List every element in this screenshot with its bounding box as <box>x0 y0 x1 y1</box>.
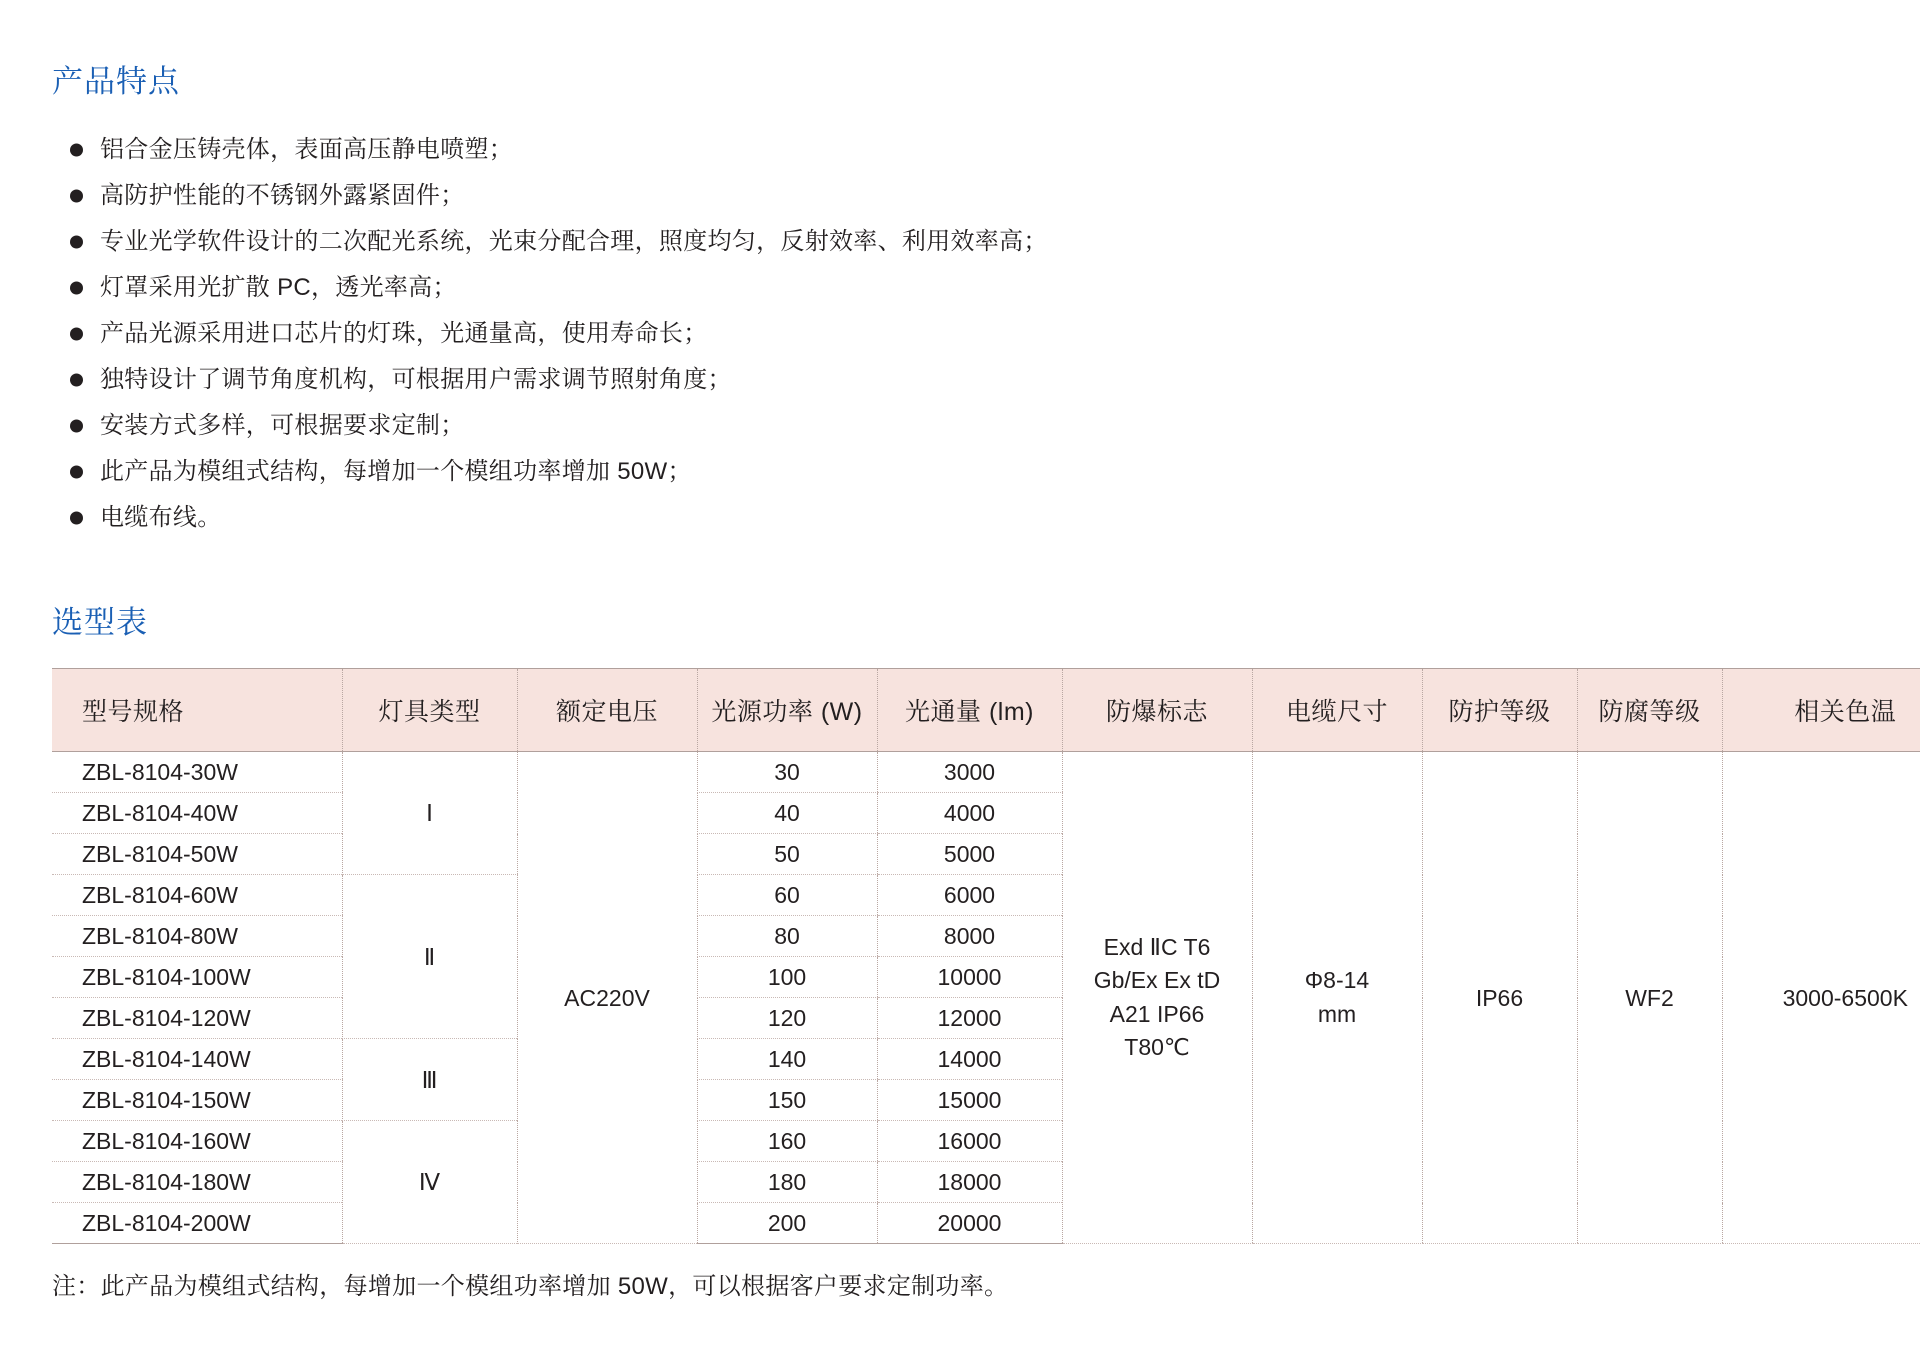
bullet-icon <box>70 512 83 525</box>
cell-model: ZBL-8104-30W <box>52 752 342 793</box>
cell-power: 40 <box>697 793 877 834</box>
cell-power: 180 <box>697 1162 877 1203</box>
cell-voltage: AC220V <box>517 752 697 1244</box>
cell-flux: 12000 <box>877 998 1062 1039</box>
list-item <box>60 495 1868 541</box>
feature-text: 此产品为模组式结构，每增加一个模组功率增加 50W； <box>100 458 692 485</box>
list-item <box>60 127 1868 173</box>
cell-power: 200 <box>697 1203 877 1244</box>
cell-flux: 14000 <box>877 1039 1062 1080</box>
bullet-icon <box>70 328 83 341</box>
cell-power: 60 <box>697 875 877 916</box>
cell-flux: 3000 <box>877 752 1062 793</box>
bullet-icon <box>70 466 83 479</box>
feature-text: 电缆布线。 <box>100 504 222 531</box>
column-header-power: 光源功率 (W) <box>697 669 877 752</box>
feature-text: 产品光源采用进口芯片的灯珠，光通量高，使用寿命长； <box>100 320 708 347</box>
cell-model: ZBL-8104-200W <box>52 1203 342 1244</box>
cell-model: ZBL-8104-140W <box>52 1039 342 1080</box>
ex-mark-line-2: Gb/Ex Ex tD <box>1093 967 1221 994</box>
cell-lamp-type: Ⅲ <box>342 1039 517 1121</box>
cell-lamp-type: Ⅱ <box>342 875 517 1039</box>
list-item <box>60 173 1868 219</box>
cell-model: ZBL-8104-160W <box>52 1121 342 1162</box>
cell-model: ZBL-8104-60W <box>52 875 342 916</box>
bullet-icon <box>70 374 83 387</box>
bullet-icon <box>70 420 83 433</box>
column-header-voltage: 额定电压 <box>517 669 697 752</box>
cell-lamp-type: Ⅳ <box>342 1121 517 1244</box>
cable-size-line-1: Φ8-14 <box>1304 967 1370 994</box>
cell-model: ZBL-8104-40W <box>52 793 342 834</box>
cell-flux: 15000 <box>877 1080 1062 1121</box>
cell-flux: 4000 <box>877 793 1062 834</box>
cell-model: ZBL-8104-100W <box>52 957 342 998</box>
bullet-icon <box>70 144 83 157</box>
list-item <box>60 265 1868 311</box>
column-header-flux: 光通量 (lm) <box>877 669 1062 752</box>
cell-corrosion: WF2 <box>1577 752 1722 1244</box>
cell-cable-size <box>1252 752 1422 1244</box>
cell-flux: 10000 <box>877 957 1062 998</box>
feature-text: 独特设计了调节角度机构，可根据用户需求调节照射角度； <box>100 366 732 393</box>
feature-text: 灯罩采用光扩散 PC，透光率高； <box>100 274 457 301</box>
feature-text: 高防护性能的不锈钢外露紧固件； <box>100 182 465 209</box>
cell-model: ZBL-8104-180W <box>52 1162 342 1203</box>
bullet-icon <box>70 190 83 203</box>
cell-ip-rating: IP66 <box>1422 752 1577 1244</box>
cell-power: 50 <box>697 834 877 875</box>
cell-flux: 20000 <box>877 1203 1062 1244</box>
feature-text: 铝合金压铸壳体，表面高压静电喷塑； <box>100 136 514 163</box>
cell-flux: 6000 <box>877 875 1062 916</box>
selection-table-wrapper <box>52 668 1908 1301</box>
list-item <box>60 311 1868 357</box>
cell-power: 160 <box>697 1121 877 1162</box>
feature-text: 专业光学软件设计的二次配光系统，光束分配合理，照度均匀，反射效率、利用效率高； <box>100 228 1048 255</box>
bullet-icon <box>70 236 83 249</box>
column-header-ex-mark: 防爆标志 <box>1062 669 1252 752</box>
list-item <box>60 449 1868 495</box>
cell-model: ZBL-8104-80W <box>52 916 342 957</box>
cell-model: ZBL-8104-50W <box>52 834 342 875</box>
cell-power: 100 <box>697 957 877 998</box>
cell-flux: 18000 <box>877 1162 1062 1203</box>
cell-model: ZBL-8104-150W <box>52 1080 342 1121</box>
bullet-icon <box>70 282 83 295</box>
cell-model: ZBL-8104-120W <box>52 998 342 1039</box>
column-header-ip-rating: 防护等级 <box>1422 669 1577 752</box>
column-header-color-temp: 相关色温 <box>1722 669 1920 752</box>
cell-flux: 16000 <box>877 1121 1062 1162</box>
ex-mark-line-4: T80℃ <box>1124 1033 1190 1060</box>
table-row <box>52 752 1920 793</box>
features-section-title: 产品特点 <box>52 64 180 99</box>
cell-flux: 5000 <box>877 834 1062 875</box>
cell-flux: 8000 <box>877 916 1062 957</box>
column-header-corrosion: 防腐等级 <box>1577 669 1722 752</box>
cell-power: 120 <box>697 998 877 1039</box>
table-note: 注：此产品为模组式结构，每增加一个模组功率增加 50W，可以根据客户要求定制功率。 <box>52 1273 1009 1300</box>
selection-table <box>52 668 1920 1244</box>
ex-mark-line-1: Exd ⅡC T6 <box>1103 933 1211 960</box>
cell-power: 150 <box>697 1080 877 1121</box>
ex-mark-line-3: A21 IP66 <box>1109 1000 1205 1027</box>
selection-table-title: 选型表 <box>52 605 148 640</box>
cell-ex-mark <box>1062 752 1252 1244</box>
column-header-lamp-type: 灯具类型 <box>342 669 517 752</box>
cable-size-line-2: mm <box>1317 1000 1357 1027</box>
list-item <box>60 403 1868 449</box>
features-list <box>52 127 1868 541</box>
cell-power: 80 <box>697 916 877 957</box>
cell-power: 30 <box>697 752 877 793</box>
cell-power: 140 <box>697 1039 877 1080</box>
cell-color-temp: 3000-6500K <box>1722 752 1920 1244</box>
table-header-row <box>52 669 1920 752</box>
list-item <box>60 357 1868 403</box>
column-header-cable-size: 电缆尺寸 <box>1252 669 1422 752</box>
feature-text: 安装方式多样，可根据要求定制； <box>100 412 465 439</box>
column-header-model: 型号规格 <box>52 669 342 752</box>
list-item <box>60 219 1868 265</box>
cell-lamp-type: Ⅰ <box>342 752 517 875</box>
